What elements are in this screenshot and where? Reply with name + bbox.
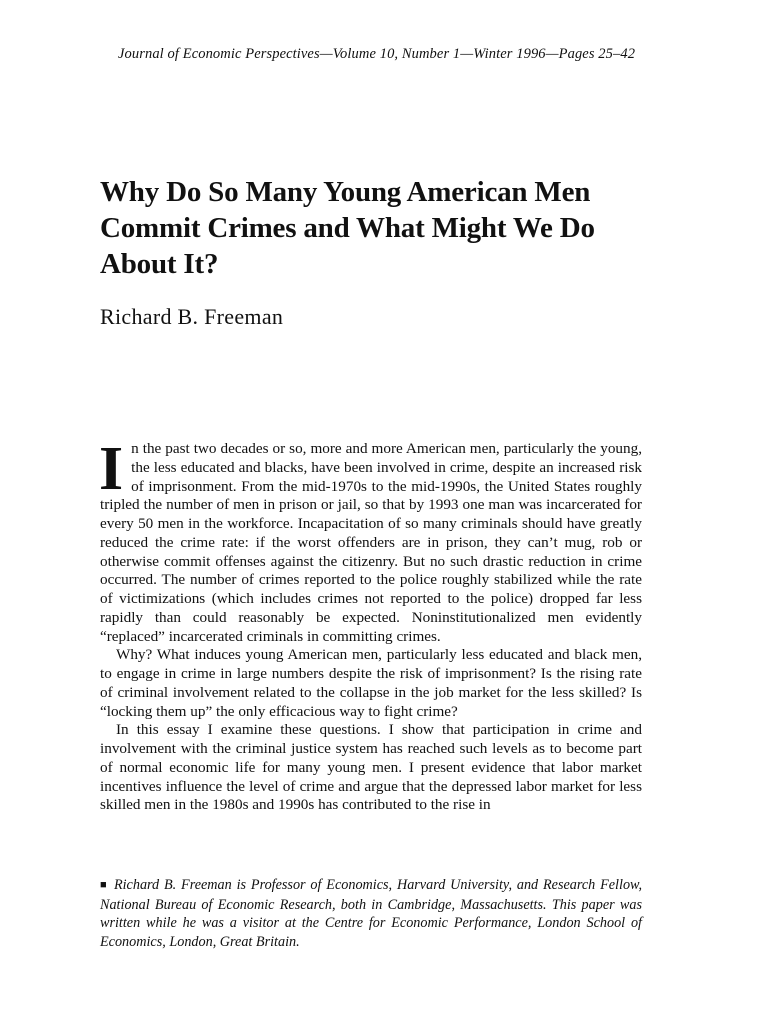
article-body [99,435,642,815]
footnote-text: Richard B. Freeman is Professor of Economics, Harvard University, and Research Fellow, National Bureau of Economic Research, both in Cambridge, Massachusetts. This paper was written while he was a visitor at the Centre for Economic Performance, London School of Economics, London, Great Britain. [100,877,642,950]
author-footnote [100,876,642,951]
body-paragraph-2: Why? What induces young American men, particularly less educated and black men, to engage in crime in large numbers despite the risk of imprisonment? Is the rising rate of criminal involvement related to the collapse in the job market for the less skilled? Is “locking them up” the only efficacious way to fight crime? [100,646,642,720]
body-paragraph-1 [99,435,642,646]
paragraph-1-text: n the past two decades or so, more and more American men, particularly the young, the less educated and blacks, have been involved in crime, despite an increased risk of imprisonment. From the mid-1970s to the mid-1990s, the United States roughly tripled the number of men in prison or jail, so that by 1993 one man was incarcerated for every 50 men in the workforce. Incapacitation of so many criminals should have greatly reduced the crime rate: if the worst offenders are in prison, they can’t mug, rob or otherwise commit offenses against the citizenry. But no such drastic reduction in crime occurred. The number of crimes reported to the police roughly stabilized while the rate of victimizations (which includes crimes not reported to the police) dropped far less rapidly than could reasonably be expected. Noninstitutionalized men evidently “replaced” incarcerated criminals in committing crimes. [100,440,642,645]
drop-cap: I [99,435,124,503]
article-title: Why Do So Many Young American Men Commit Crimes and What Might We Do About It? [100,176,595,280]
running-head: Journal of Economic Perspectives—Volume 10, Number 1—Winter 1996—Pages 25–42 [118,46,636,62]
footnote-bullet-icon: ■ [100,879,108,891]
article-author: Richard B. Freeman [100,304,284,329]
body-paragraph-3: In this essay I examine these questions. I show that participation in crime and involvement with the criminal justice system has reached such levels as to become part of normal economic life for many young men. I present evidence that labor market incentives influence the level of crime and argue that the depressed labor market for less skilled men in the 1980s and 1990s has contributed to the rise in [100,721,642,814]
